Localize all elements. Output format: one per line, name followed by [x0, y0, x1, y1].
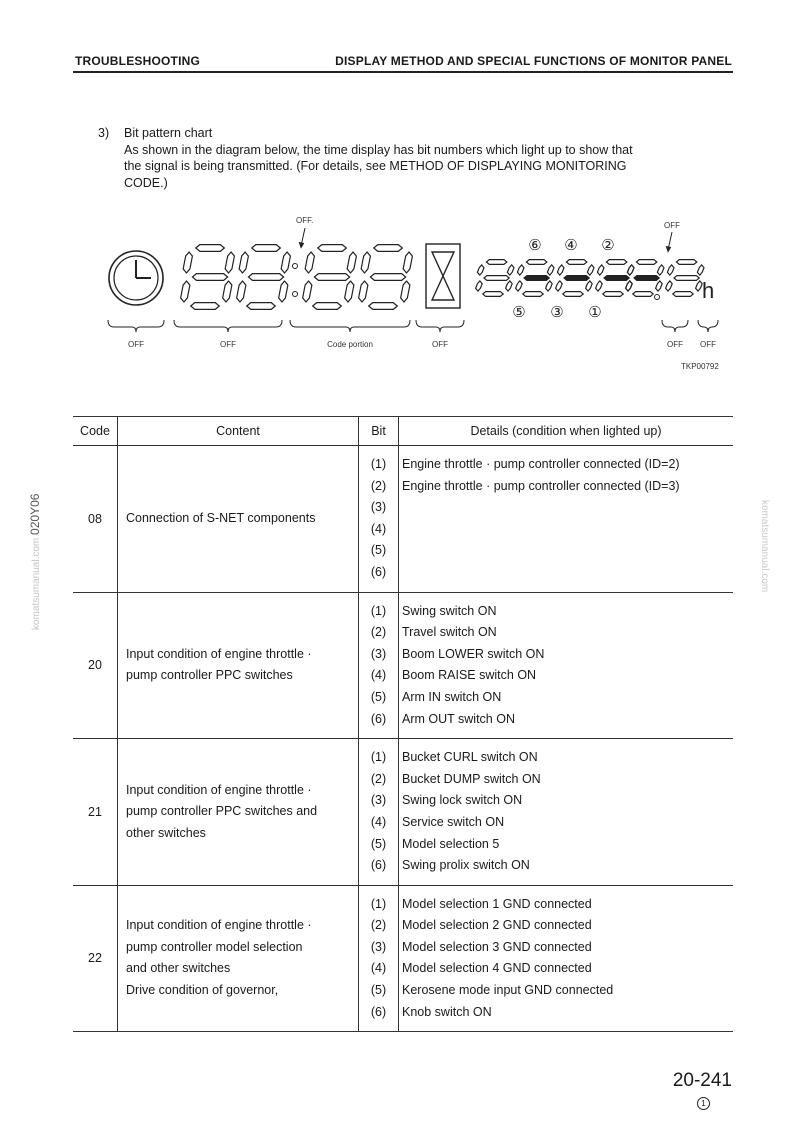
intro-line-1: As shown in the diagram below, the time display has bit numbers which light up to show that [124, 142, 633, 157]
clock-icon [109, 251, 163, 305]
row-details [399, 446, 734, 593]
content-line: pump controller PPC switches and [126, 804, 318, 819]
segment-vertical [556, 281, 563, 291]
segment-horizontal [370, 274, 405, 281]
segment-horizontal [604, 276, 629, 281]
segment-vertical [517, 265, 524, 275]
intro-number: 3) [98, 126, 110, 140]
table-header-row [73, 417, 733, 446]
segment-horizontal [526, 260, 546, 265]
segment-horizontal [606, 260, 626, 265]
detail-line: Bucket CURL switch ON [402, 750, 538, 765]
segment-vertical [627, 265, 634, 275]
row-bits [359, 885, 399, 1032]
detail-line: Arm OUT switch ON [402, 711, 515, 726]
detail-line: Model selection 1 GND connected [402, 896, 592, 911]
detail-line: Model selection 5 [402, 836, 500, 851]
segment-vertical [507, 265, 514, 275]
bit-label: (4) [370, 521, 387, 536]
segment-horizontal [248, 274, 283, 281]
small-digit-1 [476, 260, 514, 297]
bit-label: (2) [370, 625, 387, 640]
segment-vertical [596, 281, 603, 291]
detail-line: Knob switch ON [402, 1004, 492, 1019]
segment-vertical [181, 281, 190, 302]
segment-vertical [401, 281, 410, 302]
bit-label: (5) [370, 983, 387, 998]
detail-line: Boom RAISE switch ON [402, 668, 537, 683]
segment-vertical [667, 265, 674, 275]
segment-horizontal [374, 245, 403, 252]
segment-vertical [303, 281, 312, 302]
header-content: Content [118, 417, 359, 446]
row-bits [359, 592, 399, 739]
segment-horizontal [564, 276, 589, 281]
large-digit-4 [359, 245, 413, 310]
segment-horizontal [636, 260, 656, 265]
detail-line: Engine throttle · pump controller connected (ID=2) [402, 457, 680, 471]
colon-dot-lower [293, 292, 298, 297]
detail-line: Model selection 2 GND connected [402, 918, 592, 933]
segment-vertical [239, 252, 248, 273]
bit-label: (5) [370, 836, 387, 851]
detail-line: Bucket DUMP switch ON [402, 771, 541, 786]
content-line: and other switches [126, 961, 231, 976]
segment-horizontal [192, 274, 227, 281]
intro-title: Bit pattern chart [124, 126, 213, 140]
bit-pattern-table [73, 416, 733, 1032]
bit-label: (6) [370, 858, 387, 873]
segment-vertical [656, 281, 663, 291]
segment-vertical [587, 265, 594, 275]
row-code: 21 [73, 739, 118, 886]
brace-label: OFF [128, 340, 144, 349]
segment-vertical [666, 281, 673, 291]
brace-label: Code portion [327, 340, 373, 349]
brace-labels [128, 340, 716, 349]
small-digit-5 [626, 260, 664, 297]
segment-vertical [586, 281, 593, 291]
content-line: Input condition of engine throttle · [126, 646, 312, 661]
bit-label: (3) [370, 646, 387, 661]
brace [108, 320, 164, 332]
table-row [73, 885, 733, 1032]
bit-label: (5) [370, 689, 387, 704]
header-right: DISPLAY METHOD AND SPECIAL FUNCTIONS OF MONITOR PANEL [335, 54, 732, 68]
brace [290, 320, 410, 332]
bit-number-bottom: ① [588, 304, 602, 321]
content-line: pump controller model selection [126, 939, 303, 954]
segment-vertical [225, 252, 234, 273]
detail-line: Model selection 4 GND connected [402, 961, 592, 976]
row-code: 08 [73, 446, 118, 593]
segment-vertical [237, 281, 246, 302]
decimal-dot [655, 295, 660, 300]
segment-vertical [223, 281, 232, 302]
row-details [399, 592, 734, 739]
detail-line: Engine throttle · pump controller connected (ID=3) [402, 478, 680, 493]
segment-vertical [403, 252, 412, 273]
watermark-left-code: 020Y06 [28, 493, 42, 535]
row-content [118, 739, 359, 886]
bit-label: (4) [370, 961, 387, 976]
segment-horizontal [524, 276, 549, 281]
small-digit-2 [516, 260, 554, 297]
detail-line: Model selection 3 GND connected [402, 939, 592, 954]
row-content [118, 592, 359, 739]
detail-line: Travel switch ON [402, 625, 497, 640]
segment-horizontal [634, 276, 659, 281]
segment-vertical [657, 265, 664, 275]
segment-vertical [477, 265, 484, 275]
row-bits [359, 446, 399, 593]
content-line: Connection of S-NET components [126, 511, 316, 526]
segment-horizontal [563, 292, 583, 297]
bit-label: (6) [370, 711, 387, 726]
segment-horizontal [196, 245, 225, 252]
content-line: Input condition of engine throttle · [126, 782, 312, 797]
brace [174, 320, 282, 332]
intro-line-3: CODE.) [124, 175, 168, 190]
page-number: 20-241 [672, 1070, 732, 1091]
revision-mark: 1 [697, 1097, 710, 1110]
brace-group [108, 320, 718, 332]
colon-dot-upper [293, 264, 298, 269]
bit-label: (1) [370, 750, 387, 765]
row-content [118, 885, 359, 1032]
segment-vertical [516, 281, 523, 291]
segment-vertical [183, 252, 192, 273]
detail-line: Kerosene mode input GND connected [402, 983, 614, 998]
header-left: TROUBLESHOOTING [75, 54, 200, 68]
bit-label: (4) [370, 668, 387, 683]
bit-number-bottom: ⑤ [512, 304, 526, 321]
bit-label: (2) [370, 918, 387, 933]
off-label-top-right: OFF [664, 221, 680, 230]
brace-label: OFF [432, 340, 448, 349]
bit-label: (1) [370, 896, 387, 911]
row-content [118, 446, 359, 593]
bit-label: (3) [370, 500, 387, 515]
row-code: 20 [73, 592, 118, 739]
detail-line: Swing prolix switch ON [402, 858, 530, 873]
segment-vertical [557, 265, 564, 275]
row-details [399, 885, 734, 1032]
row-code: 22 [73, 885, 118, 1032]
header-code: Code [73, 417, 118, 446]
brace [416, 320, 464, 332]
segment-vertical [506, 281, 513, 291]
segment-horizontal [673, 292, 693, 297]
segment-horizontal [523, 292, 543, 297]
segment-vertical [697, 265, 704, 275]
segment-vertical [597, 265, 604, 275]
segment-horizontal [313, 303, 342, 310]
segment-horizontal [674, 276, 699, 281]
bit-label: (4) [370, 814, 387, 829]
segment-horizontal [247, 303, 276, 310]
bit-number-top: ⑥ [528, 237, 542, 254]
segment-vertical [345, 281, 354, 302]
watermark-left [28, 494, 42, 630]
bit-label: (3) [370, 793, 387, 808]
segment-horizontal [191, 303, 220, 310]
detail-line: Arm IN switch ON [402, 689, 502, 704]
bit-label: (2) [370, 771, 387, 786]
hourglass-icon [426, 244, 460, 308]
segment-horizontal [566, 260, 586, 265]
detail-line [399, 497, 733, 519]
segment-horizontal [318, 245, 347, 252]
content-line: other switches [126, 825, 206, 840]
detail-line [399, 562, 733, 584]
content-line: pump controller PPC switches [126, 668, 293, 683]
bit-label: (5) [370, 543, 387, 558]
bit-label: (6) [370, 564, 387, 579]
brace-label: OFF [667, 340, 683, 349]
large-digit-1 [181, 245, 235, 310]
off-label-top-left: OFF. [296, 216, 314, 225]
segment-horizontal [369, 303, 398, 310]
hour-unit: h [702, 278, 715, 303]
content-line: Drive condition of governor, [126, 982, 279, 997]
large-digit-3 [303, 245, 357, 310]
segment-horizontal [484, 276, 509, 281]
segment-vertical [359, 281, 368, 302]
large-digit-2 [237, 245, 291, 310]
table-row [73, 592, 733, 739]
detail-line [399, 540, 733, 562]
watermark-left-text: komatsumanual.com [31, 537, 42, 630]
segment-horizontal [633, 292, 653, 297]
detail-line: Swing switch ON [402, 603, 497, 618]
brace [662, 320, 688, 332]
detail-line [399, 519, 733, 541]
monitor-display-diagram [96, 214, 736, 374]
bit-number-top: ④ [564, 237, 578, 254]
bit-label: (2) [370, 478, 387, 493]
segment-vertical [546, 281, 553, 291]
small-digit-3 [556, 260, 594, 297]
header-rule [73, 71, 733, 73]
brace-label: OFF [220, 340, 236, 349]
bit-label: (3) [370, 939, 387, 954]
table-row [73, 739, 733, 886]
bit-numbers-bottom [512, 304, 601, 321]
segment-horizontal [252, 245, 281, 252]
segment-vertical [347, 252, 356, 273]
detail-line: Swing lock switch ON [402, 793, 523, 808]
intro-body [124, 125, 734, 191]
segment-vertical [476, 281, 483, 291]
small-digit-group [476, 260, 704, 297]
segment-vertical [626, 281, 633, 291]
segment-horizontal [603, 292, 623, 297]
large-digit-group [181, 245, 413, 310]
segment-vertical [305, 252, 314, 273]
small-digit-6 [666, 260, 704, 297]
bit-label: (6) [370, 1004, 387, 1019]
detail-line: Service switch ON [402, 814, 505, 829]
segment-horizontal [483, 292, 503, 297]
watermark-right: komatsumanual.com [759, 500, 770, 593]
content-line: Input condition of engine throttle · [126, 918, 312, 933]
brace [698, 320, 718, 332]
row-bits [359, 739, 399, 886]
segment-vertical [547, 265, 554, 275]
bit-label: (1) [370, 603, 387, 618]
bit-number-bottom: ③ [550, 304, 564, 321]
bit-numbers-top [528, 237, 614, 254]
segment-vertical [279, 281, 288, 302]
row-details [399, 739, 734, 886]
header-bit: Bit [359, 417, 399, 446]
intro-line-2: the signal is being transmitted. (For details, see METHOD OF DISPLAYING MONITORING [124, 159, 627, 173]
segment-horizontal [314, 274, 349, 281]
segment-vertical [281, 252, 290, 273]
segment-horizontal [486, 260, 506, 265]
detail-line: Boom LOWER switch ON [402, 646, 545, 661]
segment-vertical [361, 252, 370, 273]
segment-horizontal [676, 260, 696, 265]
figure-code: TKP00792 [681, 362, 719, 371]
brace-label: OFF [700, 340, 716, 349]
table-row [73, 446, 733, 593]
bit-number-top: ② [601, 237, 615, 254]
bit-label: (1) [370, 457, 387, 471]
header-details: Details (condition when lighted up) [399, 417, 734, 446]
